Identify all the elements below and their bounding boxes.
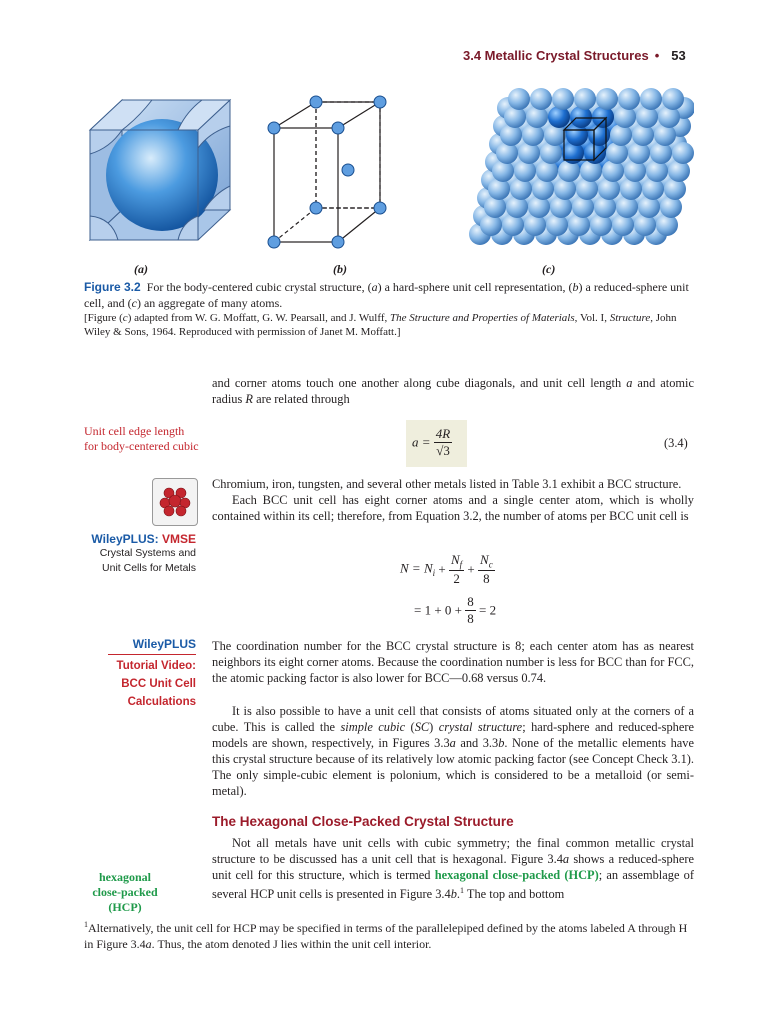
tutorial-video-link[interactable]: Tutorial Video: BCC Unit Cell Calculations [116, 660, 196, 708]
figure-a-hard-sphere-cell [82, 90, 240, 250]
each-bcc-paragraph: Each BCC unit cell has eight corner atoms and a single center atom, which is wholly contained within its cell; therefore, from Equation 3.2, the number of atoms per BCC unit cell is [212, 493, 694, 523]
chromium-paragraph: Chromium, iron, tungsten, and several other metals listed in Table 3.1 exhibit a BCC structure. Each BCC unit cell has eight corner atoms and a single center atom, which is wholly contained within its cell; therefore, from Equation 3.2, the number of atoms per BCC unit cell is [212, 477, 694, 523]
page-number: 53 [671, 48, 686, 63]
aggregate-atom [508, 88, 530, 110]
intro-paragraph: and corner atoms touch one another along cube diagonals, and unit cell length a and atomic radius R are related through [212, 376, 694, 406]
tutorial-rule [108, 654, 196, 655]
header-separator: • [654, 48, 660, 63]
figure-c-atom-aggregate [466, 84, 694, 256]
simple-cubic-paragraph: It is also possible to have a unit cell that consists of atoms situated only at the corners of a cube. This is called the simple cubic (SC) crystal structure; hard-sphere and reduced-sphere models are shown, respectively, in Figures 3.3a and 3.3b. None of the metallic elements have this crystal structure because of its relatively low atomic packing factor (see Concept Check 3.1). The only simple-cubic element is polonium, which is considered to be a metalloid (or semi-metal). [212, 704, 694, 798]
aggregate-atom [640, 88, 662, 110]
aggregate-atom [530, 88, 552, 110]
figure-caption: Figure 3.2 For the body-centered cubic crystal structure, (a) a hard-sphere unit cell representation, (b) a reduced-sphere unit cell, and (c) an aggregate of many atoms. [Figure (c) adapted from W. G. Moffatt, G. W. Pearsall, and J. Wulff, The Structure and Properties of Materials, Vol. I, Structure, John Wiley & Sons, 1964. Reproduced with permission of Janet M. Moffatt.] [84, 280, 694, 339]
aggregate-atom [662, 88, 684, 110]
section-title-hcp: The Hexagonal Close-Packed Crystal Structure [212, 814, 514, 829]
figure-number: Figure 3.2 [84, 280, 141, 294]
aggregate-atom [672, 142, 694, 164]
aggregate-atom [552, 88, 574, 110]
coordination-paragraph: The coordination number for the BCC crystal structure is 8; each center atom has as nearest neighbors its eight corner atoms. Because the coordination number is less for BCC than for FCC, the atomic packing factor is also lower for BCC—0.68 versus 0.74. [212, 639, 694, 685]
figure-label-b: (b) [333, 262, 347, 276]
wileyplus-vmse-label[interactable]: WileyPLUS: VMSE [91, 532, 196, 546]
margin-note-bcc-edge: Unit cell edge length for body-centered cubic [84, 424, 199, 453]
header-section: 3.4 Metallic Crystal Structures [463, 48, 649, 63]
equation-3-4: a = $\frac{4R}{√3}$ [412, 426, 451, 458]
vmse-icon[interactable] [152, 478, 198, 526]
aggregate-atom [596, 88, 618, 110]
aggregate-atom [574, 88, 596, 110]
vmse-subtitle: Crystal Systems and Unit Cells for Metals [99, 547, 196, 574]
figure-label-c: (c) [542, 262, 556, 276]
equation-3-4-number: (3.4) [664, 436, 688, 450]
footnote: $^1$Alternatively, the unit cell for HCP may be specified in terms of the parallelepiped defined by the atoms labeled A through H in Figure 3.4a. Thus, the atom denoted J lies within the unit cell interior. [84, 920, 688, 951]
wileyplus-tutorial-brand[interactable]: WileyPLUS [132, 637, 196, 651]
figure-credit: [Figure (c) adapted from W. G. Moffatt, G. W. Pearsall, and J. Wulff, The Structure and Properties of Materials, Vol. I, Structure, John Wiley & Sons, 1964. Reproduced with permission of Janet M. Moffatt.] [84, 312, 677, 338]
equation-atoms-result: = 1 + 0 + $\frac{8}{8}$ = 2 [414, 594, 497, 626]
margin-note-hcp: hexagonal close-packed (HCP) [92, 870, 158, 914]
equation-atoms-per-cell: $N = N_i$ + $\frac{N_f}{2}$ + $\frac{N_c}{8}$ [400, 552, 493, 586]
figure-b-reduced-sphere-cell [262, 90, 392, 250]
figure-label-a: (a) [134, 262, 148, 276]
hcp-paragraph: Not all metals have unit cells with cubic symmetry; the final common metallic crystal structure to be discussed has a unit cell that is hexagonal. Figure 3.4a shows a reduced-sphere unit cell for this structure, which is termed hexagonal close-packed (HCP); an assemblage of several HCP unit cells is presented in Figure 3.4b.$^1$ The top and bottom [212, 836, 694, 902]
aggregate-atom [618, 88, 640, 110]
hcp-term: hexagonal close-packed (HCP) [434, 868, 599, 882]
running-header [463, 48, 686, 63]
